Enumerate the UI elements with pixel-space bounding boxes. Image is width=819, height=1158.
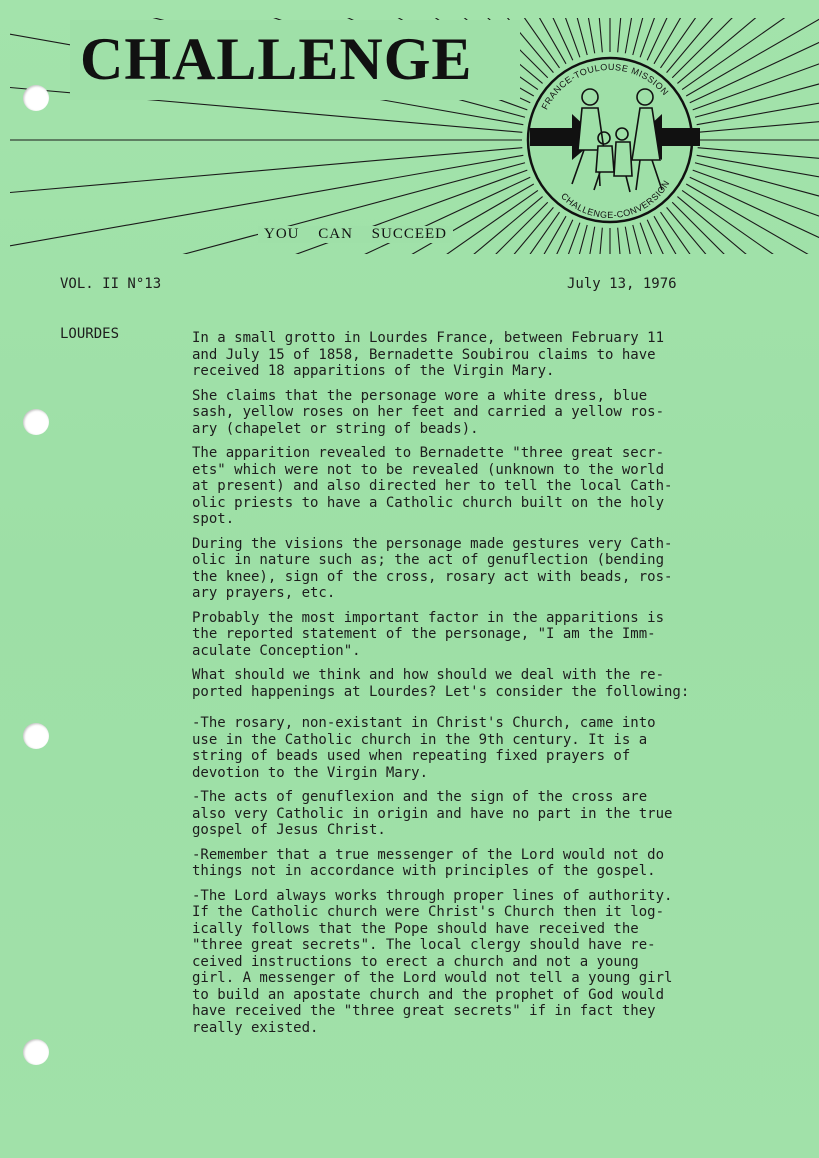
sunburst-ray xyxy=(640,223,819,260)
sunburst-ray xyxy=(625,0,731,53)
sunburst-ray xyxy=(667,0,819,73)
sunburst-ray xyxy=(698,148,819,201)
sunburst-ray xyxy=(690,177,819,260)
sunburst-ray xyxy=(0,177,530,260)
issue-date: July 13, 1976 xyxy=(567,276,677,292)
binder-hole xyxy=(23,1039,49,1065)
seal-bottom-text: CHALLENGE-CONVERSION xyxy=(559,178,672,221)
sunburst-ray xyxy=(698,79,819,132)
sunburst-ray xyxy=(686,184,819,260)
paragraph: Probably the most important factor in the apparitions is the reported statement of the personage, "I am the Imm- aculate Conception". xyxy=(192,609,665,659)
sunburst-ray xyxy=(695,0,819,117)
binder-hole xyxy=(23,409,49,435)
list-item: -The acts of genuflexion and the sign of the cross are also very Catholic in origin and have no part in the true gospel of Jesus Christ. xyxy=(192,789,673,838)
binder-hole xyxy=(23,85,49,111)
section-label: LOURDES xyxy=(60,326,120,342)
sunburst-ray xyxy=(633,0,791,55)
volume-number: VOL. II N°13 xyxy=(60,276,162,292)
paragraph: During the visions the personage made gestures very Cath- olic in nature such as; the act of genuflection (bending the knee), sign of the cross, rosary act with beads, ros- ary prayers, etc. xyxy=(192,535,673,601)
slogan: YOU CAN SUCCEED xyxy=(258,226,453,243)
binder-hole xyxy=(23,723,49,749)
masthead xyxy=(0,0,819,260)
list-item: -The Lord always works through proper lines of authority. If the Catholic church were Christ's Church then it log- ically follows that the Pope should have received the "three great secrets". The local clergy should have re- ceived instructions to erect a church and not a young girl. A messenger of the Lord would not tell a young girl to build an apostate church and the prophet of God would have received the "three great secrets" if in fact they really existed. xyxy=(192,887,673,1036)
paragraph: In a small grotto in Lourdes France, between February 11 and July 15 of 1858, Bernadette Soubirou claims to have received 18 apparitions of the Virgin Mary. xyxy=(192,330,665,379)
list-item: -Remember that a true messenger of the Lord would not do things not in accordance with principles of the gospel. xyxy=(192,846,665,879)
sunburst-ray xyxy=(640,0,819,57)
sunburst-ray xyxy=(0,163,525,260)
sunburst-ray xyxy=(0,148,522,201)
sunburst-ray xyxy=(686,0,819,96)
paragraph: She claims that the personage wore a white dress, blue sash, yellow roses on her feet and carried a yellow ros- ary (chapelet or string of beads). xyxy=(192,387,665,437)
paragraph: The apparition revealed to Bernadette "three great secr- ets" which were not to be revealed (unknown to the world at present) and also directed her to tell the local Cath- olic priests to have a Catholic church built on the holy spot. xyxy=(192,445,673,527)
article-body xyxy=(192,330,737,1044)
publication-title: CHALLENGE xyxy=(72,24,480,94)
sunburst-ray xyxy=(682,0,819,90)
seal-top-text: FRANCE-TOULOUSE MISSION xyxy=(539,61,671,112)
paragraph: What should we think and how should we deal with the re- ported happenings at Lourdes? Let's consider the following: xyxy=(192,667,690,700)
list-item: -The rosary, non-existant in Christ's Church, came into use in the Catholic church in the 9th century. It is a string of beads used when repeating fixed prayers of devotion to the Virgin Mary. xyxy=(192,715,656,781)
sunburst-ray xyxy=(693,170,819,260)
sunburst-ray xyxy=(677,0,819,83)
sunburst-ray xyxy=(660,212,819,260)
sunburst-ray xyxy=(660,0,819,68)
sunburst-ray xyxy=(625,227,731,260)
sunburst-ray xyxy=(488,227,594,260)
